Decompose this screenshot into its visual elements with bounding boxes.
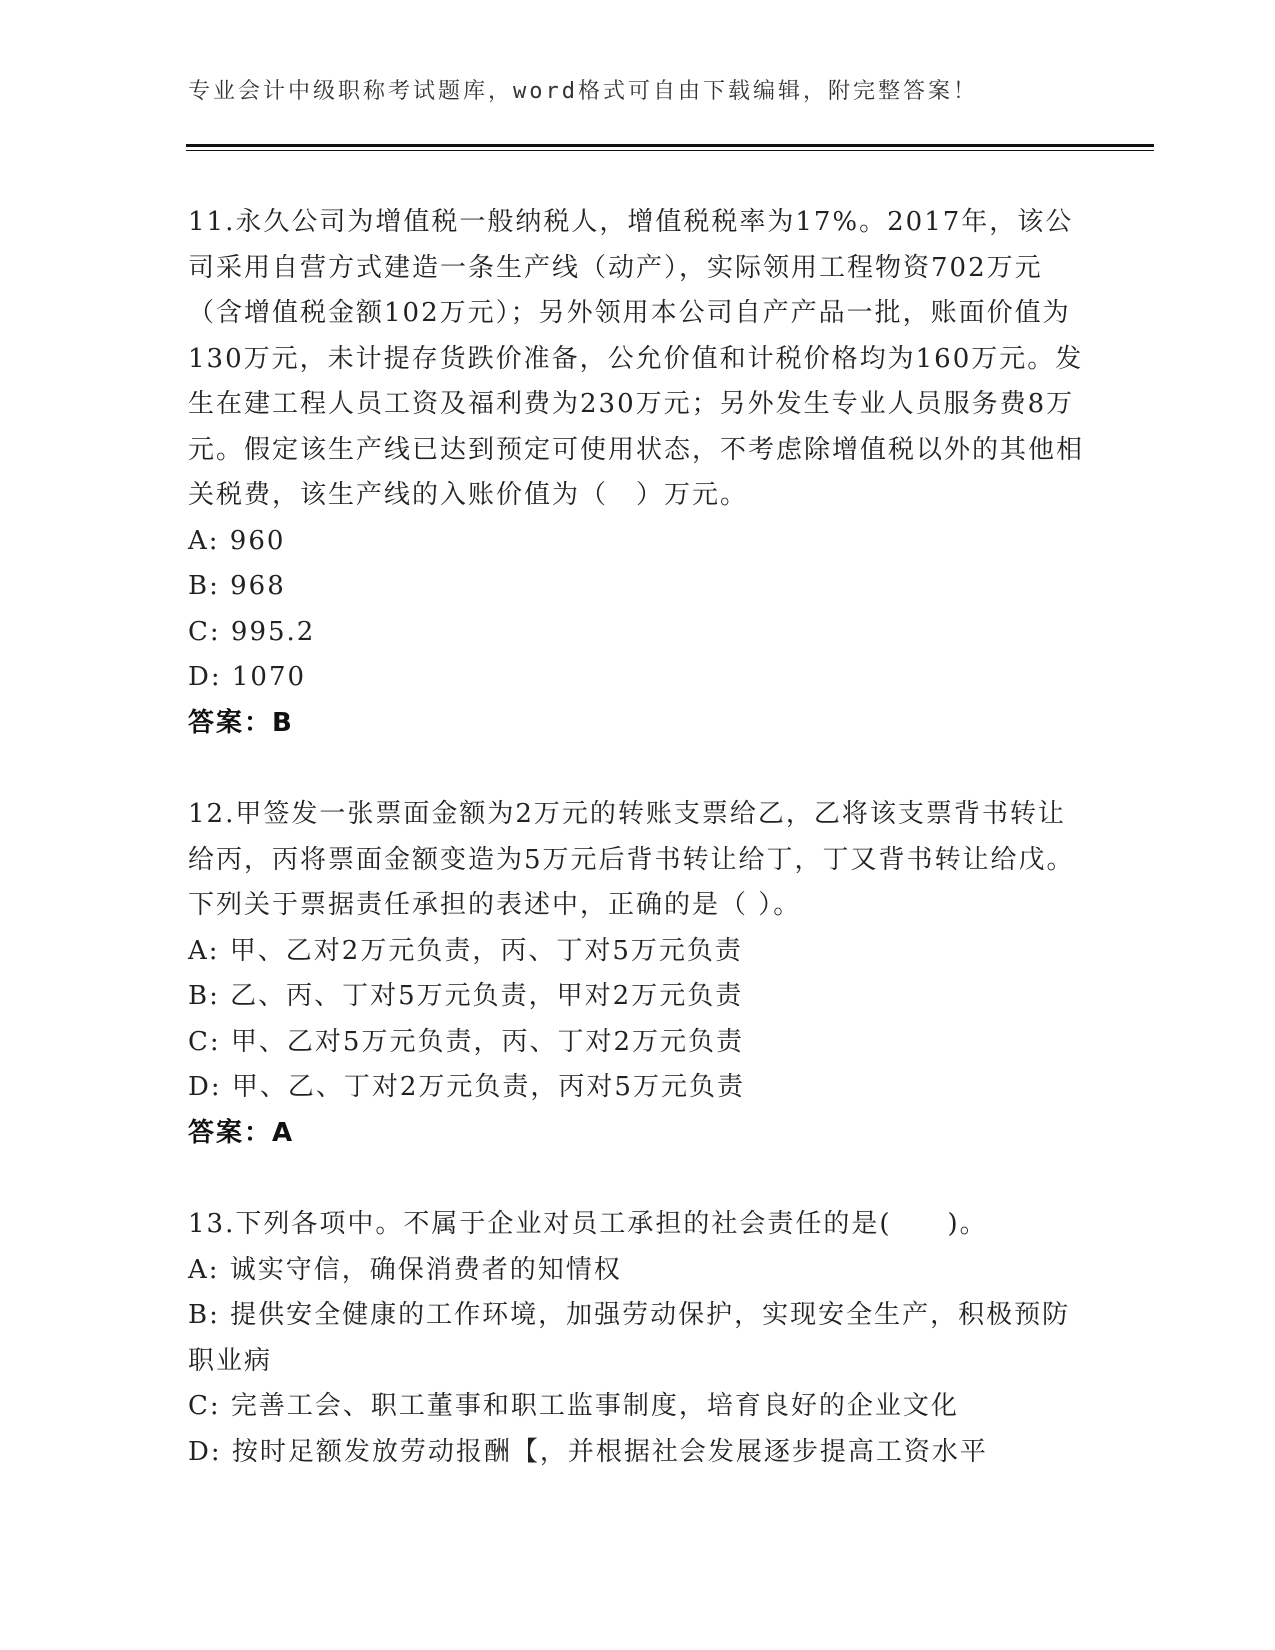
header-rule-thick xyxy=(186,144,1154,147)
question-12 xyxy=(188,792,1088,1156)
option-c: C: 995.2 xyxy=(188,616,316,647)
question-gap xyxy=(188,1156,1088,1202)
option-a: A: 诚实守信，确保消费者的知情权 xyxy=(188,1254,622,1285)
option-a: A: 甲、乙对2万元负责，丙、丁对5万元负责 xyxy=(188,935,743,966)
option-d: D: 1070 xyxy=(188,662,307,692)
option-b: B: 提供安全健康的工作环境，加强劳动保护，实现安全生产，积极预防职业病 xyxy=(188,1300,1071,1376)
question-gap xyxy=(188,746,1088,792)
option-b: B: 乙、丙、丁对5万元负责，甲对2万元负责 xyxy=(188,981,744,1011)
answer-line: 答案：A xyxy=(188,1117,295,1148)
option-a: A: 960 xyxy=(188,525,286,556)
answer-line: 答案：B xyxy=(188,707,294,738)
question-stem: 11.永久公司为增值税一般纳税人，增值税税率为17%。2017年，该公司采用自营方式建造一条生产线（动产），实际领用工程物资702万元（含增值税金额102万元）；另外领用本公司自产产品一批，账面价值为130万元，未计提存货跌价准备，公允价值和计税价格均为160万元。发生在建工程人员工资及福利费为230万元；另外发生专业人员服务费8万元。假定该生产线已达到预定可使用状态，不考虑除增值税以外的其他相关税费，该生产线的入账价值为（ ）万元。 xyxy=(188,207,1085,510)
document-body xyxy=(188,200,1088,1475)
question-stem: 12.甲签发一张票面金额为2万元的转账支票给乙，乙将该支票背书转让给丙，丙将票面金额变造为5万元后背书转让给丁，丁又背书转让给戊。下列关于票据责任承担的表述中，正确的是（ ）。 xyxy=(188,799,1075,920)
option-c: C: 甲、乙对5万元负责，丙、丁对2万元负责 xyxy=(188,1026,745,1057)
question-13 xyxy=(188,1202,1088,1475)
option-b: B: 968 xyxy=(188,571,286,601)
option-c: C: 完善工会、职工董事和职工监事制度，培育良好的企业文化 xyxy=(188,1391,959,1421)
option-d: D: 甲、乙、丁对2万元负责，丙对5万元负责 xyxy=(188,1072,745,1102)
option-d: D: 按时足额发放劳动报酬【，并根据社会发展逐步提高工资水平 xyxy=(188,1436,988,1467)
header-rule-thin xyxy=(186,150,1154,151)
question-11 xyxy=(188,200,1088,746)
question-stem: 13.下列各项中。不属于企业对员工承担的社会责任的是( )。 xyxy=(188,1209,988,1239)
page-header: 专业会计中级职称考试题库，word格式可自由下载编辑，附完整答案！ xyxy=(188,79,978,104)
